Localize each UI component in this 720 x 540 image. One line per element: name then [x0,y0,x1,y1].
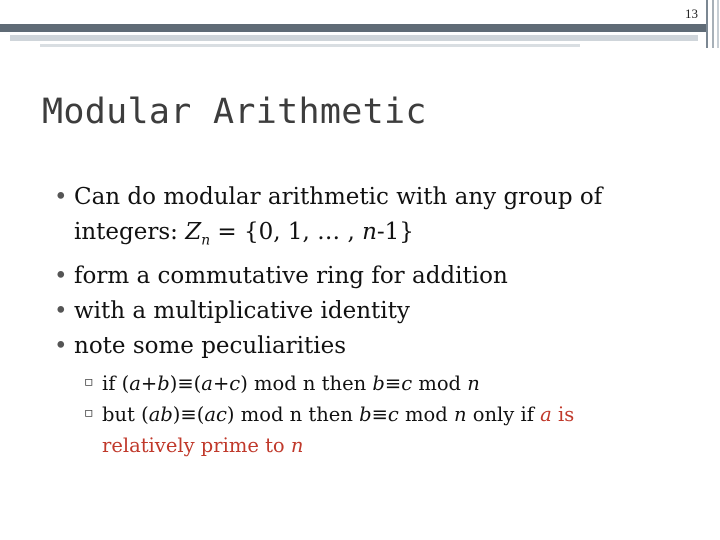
bullet-item: • with a multiplicative identity [54,294,684,329]
bullet-text: Can do modular arithmetic with any group of [74,184,603,210]
highlight-a: a [540,402,552,426]
math-z: Z [185,219,202,245]
highlight-text: is [551,402,575,426]
header-band-light [10,35,698,41]
sub-bullet-item: ▫ but (ab)≡(ac) mod n then b≡c mod n only if a is relatively prime to n [84,399,684,461]
highlight-text: relatively prime to [102,433,291,457]
highlight-n: n [290,433,304,457]
bullet-text: = {0, 1, … , [210,219,363,245]
bullet-item: • note some peculiarities [54,329,684,364]
header-band-dark [0,24,706,32]
slide-content [54,180,684,461]
math-subscript: n [201,232,211,249]
slide-title: Modular Arithmetic [42,92,427,132]
sub-bullet-list [54,368,684,461]
bullet-item: • form a commutative ring for addition [54,259,684,294]
bullet-text: -1} [376,219,414,245]
sub-bullet-item: ▫ if (a+b)≡(a+c) mod n then b≡c mod n [84,368,684,399]
corner-stripes [704,0,720,48]
header-band-thin [40,44,580,47]
slide-number: 13 [685,6,698,21]
bullet-text: integers: [74,219,186,245]
bullet-item [54,180,684,259]
math-n: n [362,219,377,245]
